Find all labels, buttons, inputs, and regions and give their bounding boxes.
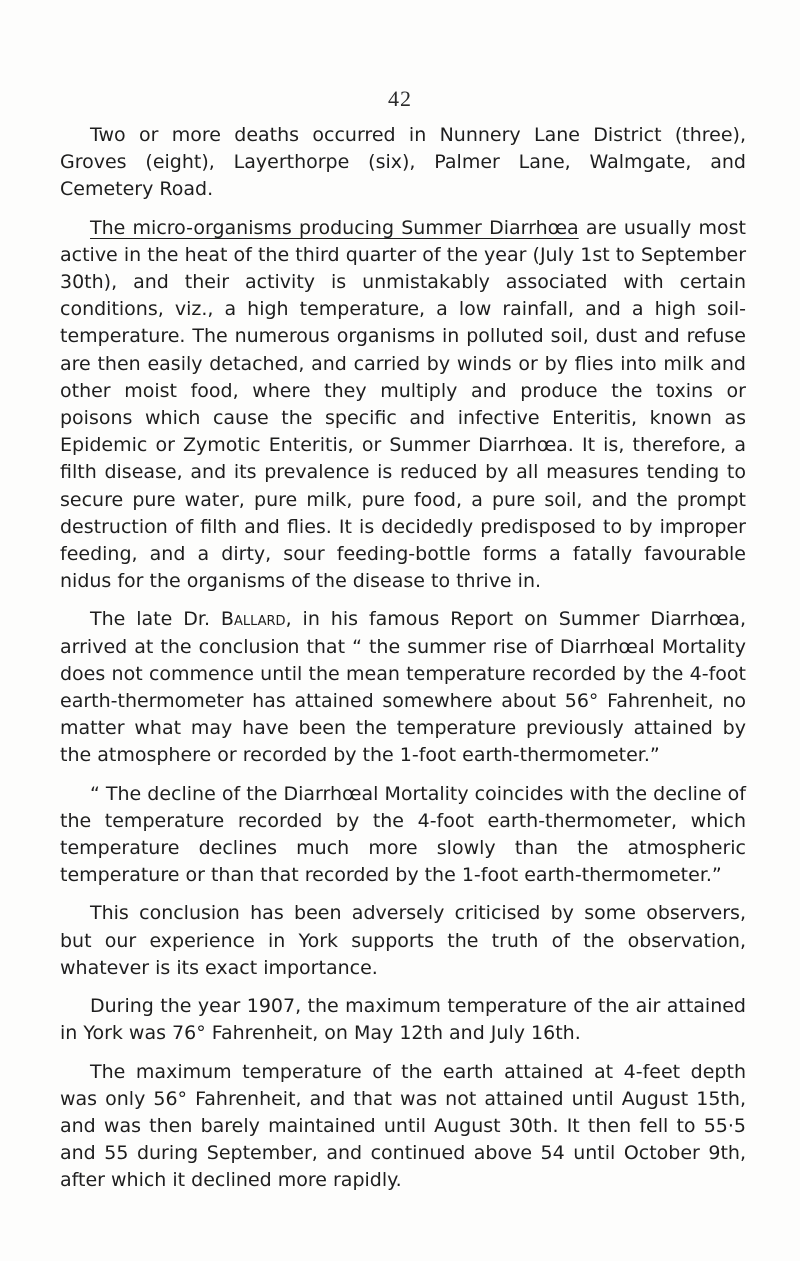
paragraph-air-temperature xyxy=(60,993,746,1047)
paragraph-ballard-text: , in his famous Report on Summer Diarrhœa, arrived at the conclusion that “ the summer rise of Diarrhœal Mortality does not commence until the mean temperature recorded by the 4-foot earth-thermometer has attained somewhere about 56° Fahrenheit, no matter what may have been the temperature previously attained by the atmosphere or recorded by the 1-foot earth-thermometer.” xyxy=(60,608,746,767)
paragraph-earth-temperature-text: The maximum temperature of the earth attained at 4-feet depth was only 56° Fahrenheit, and that was not attained until August 15th, and was then barely maintained until August 30th. It then fell to 55·5 and 55 during September, and continued above 54 until October 9th, after which it declined more rapidly. xyxy=(60,1060,746,1192)
paragraph-criticism-text: This conclusion has been adversely criticised by some observers, but our experience in York supports the truth of the observation, whatever is its exact importance. xyxy=(60,902,746,979)
paragraph-deaths-text: Two or more deaths occurred in Nunnery Lane District (three), Groves (eight), Layerthorpe (six), Palmer Lane, Walmgate, and Cemetery Road. xyxy=(60,124,746,201)
paragraph-micro-organisms xyxy=(60,215,746,596)
paragraph-ballard-report xyxy=(60,606,746,769)
body-text xyxy=(60,122,746,1195)
paragraph-micro-organisms-text: are usually most active in the heat of the third quarter of the year (July 1st to September 30th), and their activity is unmistakably associated with certain conditions, viz., a high temperature, a low rainfall, and a high soil-temperature. The numerous organisms in polluted soil, dust and refuse are then easily detached, and carried by winds or by flies into milk and other moist food, where they multiply and produce the toxins or poisons which cause the specific and infective Enteritis, known as Epidemic or Zymotic Enteritis, or Summer Diarrhœa. It is, therefore, a filth disease, and its prevalence is reduced by all measures tending to secure pure water, pure milk, pure food, a pure soil, and the prompt destruction of filth and flies. It is decidedly predisposed to by improper feeding, and a dirty, sour feeding-bottle forms a fatally favourable nidus for the organisms of the disease to thrive in. xyxy=(60,216,747,593)
page-number: 42 xyxy=(388,86,412,111)
paragraph-earth-temperature xyxy=(60,1059,746,1195)
paragraph-decline-quote xyxy=(60,781,746,890)
paragraph-air-temperature-text: During the year 1907, the maximum temperature of the air attained in York was 76° Fahrenheit, on May 12th and July 16th. xyxy=(60,995,746,1045)
paragraph-ballard-intro: The late Dr. xyxy=(90,608,221,631)
underlined-phrase: The micro-organisms producing Summer Diarrhœa xyxy=(90,216,579,239)
paragraph-conclusion-criticism xyxy=(60,900,746,982)
paragraph-decline-text: “ The decline of the Diarrhœal Mortality coincides with the decline of the temperature recorded by the 4-foot earth-thermometer, which temperature declines much more slowly than the atmospheric temperature or than that recorded by the 1-foot earth-thermometer.” xyxy=(60,782,746,887)
author-name-ballard: Ballard xyxy=(220,608,286,631)
paragraph-deaths-by-district xyxy=(60,122,746,204)
